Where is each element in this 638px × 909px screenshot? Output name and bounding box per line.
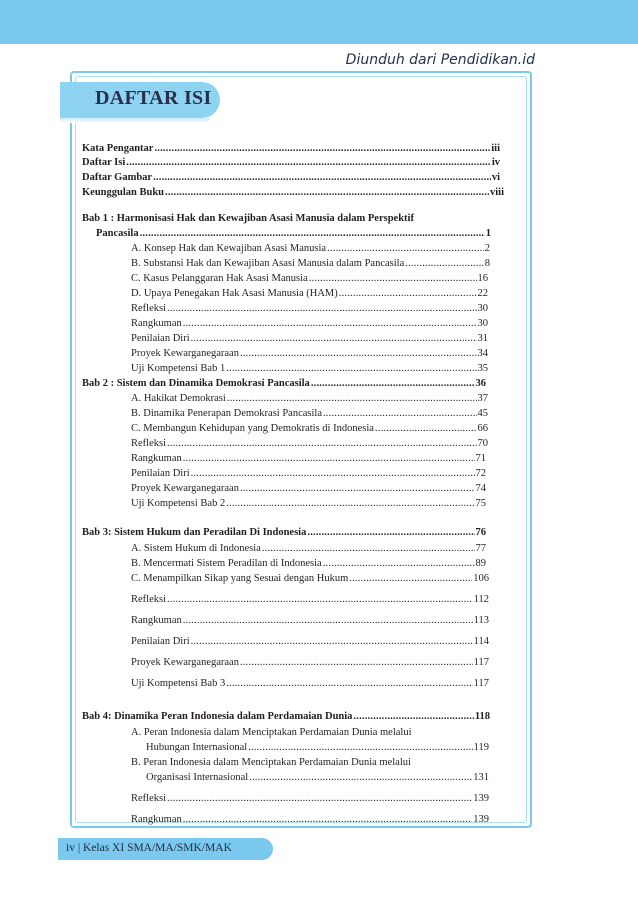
page-title: DAFTAR ISI	[95, 87, 212, 109]
toc-entry[interactable]: A. Hakikat Demokrasi ..... 37	[131, 392, 488, 405]
toc-entry[interactable]: Daftar Isi ..... iv	[82, 156, 500, 169]
toc-entry[interactable]: A. Sistem Hukum di Indonesia ..... 77	[131, 542, 486, 555]
toc-entry[interactable]: B. Dinamika Penerapan Demokrasi Pancasila ..... 45	[131, 407, 488, 420]
chapter-entry[interactable]: Bab 2 : Sistem dan Dinamika Demokrasi Pancasila ..... 36	[82, 377, 486, 390]
toc-entry-line: B. Peran Indonesia dalam Menciptakan Perdamaian Dunia melalui	[131, 757, 411, 768]
toc-entry[interactable]: C. Menampilkan Sikap yang Sesuai dengan Hukum ..... 106	[131, 572, 489, 585]
toc-entry[interactable]: Uji Kompetensi Bab 3 ..... 117	[131, 677, 489, 690]
toc-entry[interactable]: Kata Pengantar ..... iii	[82, 142, 500, 155]
toc-entry[interactable]: Uji Kompetensi Bab 1 ..... 35	[131, 362, 488, 375]
toc-entry[interactable]: Organisasi Internasional ..... 131	[146, 771, 489, 784]
toc-entry[interactable]: C. Kasus Pelanggaran Hak Asasi Manusia ..... 16	[131, 272, 488, 285]
chapter-entry[interactable]: Bab 4: Dinamika Peran Indonesia dalam Perdamaian Dunia ..... 118	[82, 710, 490, 723]
toc-entry[interactable]: Proyek Kewarganegaraan ..... 74	[131, 482, 486, 495]
toc-entry[interactable]: Rangkuman ..... 30	[131, 317, 488, 330]
chapter-entry[interactable]: Pancasila ..... 1	[96, 227, 491, 240]
toc-entry[interactable]: Rangkuman ..... 113	[131, 614, 489, 627]
toc-entry[interactable]: Refleksi ..... 70	[131, 437, 488, 450]
toc-entry[interactable]: Rangkuman ..... 139	[131, 813, 489, 826]
toc-entry[interactable]: Hubungan Internasional ..... 119	[146, 741, 489, 754]
watermark: Diunduh dari Pendidikan.id	[345, 52, 535, 68]
toc-entry[interactable]: D. Upaya Penegakan Hak Asasi Manusia (HAM) ..... 22	[131, 287, 488, 300]
toc-entry[interactable]: Penilaian Diri ..... 114	[131, 635, 489, 648]
toc-entry[interactable]: Rangkuman ..... 71	[131, 452, 486, 465]
toc-entry[interactable]: Refleksi ..... 30	[131, 302, 488, 315]
chapter-entry[interactable]: Bab 3: Sistem Hukum dan Peradilan Di Indonesia ..... 76	[82, 526, 486, 539]
page-footer: iv | Kelas XI SMA/MA/SMK/MAK	[66, 842, 232, 854]
toc-entry[interactable]: Proyek Kewarganegaraan ..... 117	[131, 656, 489, 669]
toc-entry[interactable]: C. Membangun Kehidupan yang Demokratis di Indonesia ..... 66	[131, 422, 488, 435]
toc-entry-line: A. Peran Indonesia dalam Menciptakan Perdamaian Dunia melalui	[131, 727, 412, 738]
toc-entry[interactable]: Proyek Kewarganegaraan ..... 34	[131, 347, 488, 360]
toc-entry[interactable]: Refleksi ..... 112	[131, 593, 489, 606]
top-banner	[0, 0, 638, 44]
toc-entry[interactable]: A. Konsep Hak dan Kewajiban Asasi Manusia ..... 2	[131, 242, 490, 255]
toc-entry[interactable]: B. Substansi Hak dan Kewajiban Asasi Manusia dalam Pancasila ..... 8	[131, 257, 490, 270]
toc-entry[interactable]: Penilaian Diri ..... 31	[131, 332, 488, 345]
toc-entry[interactable]: Refleksi ..... 139	[131, 792, 489, 805]
toc-entry[interactable]: Penilaian Diri ..... 72	[131, 467, 486, 480]
title-tab-shadow	[60, 118, 210, 123]
chapter-heading: Bab 1 : Harmonisasi Hak dan Kewajiban Asasi Manusia dalam Perspektif	[82, 213, 414, 224]
toc-entry[interactable]: Keunggulan Buku ..... viii	[82, 186, 504, 199]
toc-entry[interactable]: Daftar Gambar ..... vi	[82, 171, 500, 184]
toc-entry[interactable]: B. Mencermati Sistem Peradilan di Indonesia ..... 89	[131, 557, 486, 570]
toc-entry[interactable]: Uji Kompetensi Bab 2 ..... 75	[131, 497, 486, 510]
